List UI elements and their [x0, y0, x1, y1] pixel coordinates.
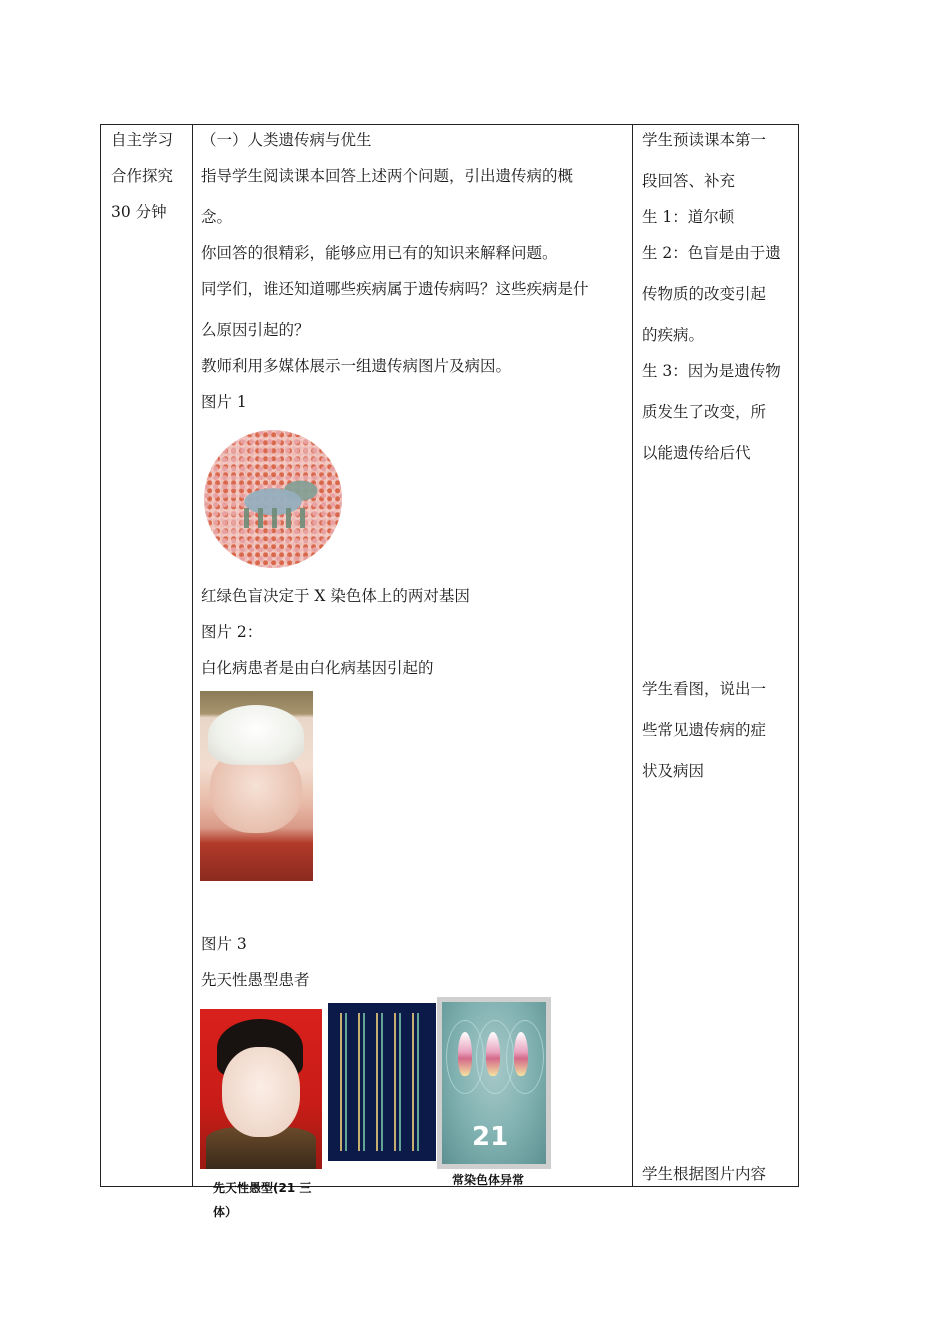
paragraph-line: 你回答的很精彩，能够应用已有的知识来解释问题。 [201, 244, 558, 262]
student-activity-line: 生 1：道尔顿 [642, 208, 735, 226]
picture-label: 图片 2： [201, 623, 263, 641]
karyotype-image [328, 1003, 436, 1161]
student-activity-line: 学生预读课本第一 [642, 131, 767, 149]
image-caption: 先天性愚型(21 三 [213, 1181, 312, 1195]
image-caption: 体） [213, 1205, 238, 1219]
column-divider [192, 125, 193, 1186]
student-activity-line: 传物质的改变引起 [642, 285, 767, 303]
student-activity-line: 学生看图，说出一 [642, 680, 767, 698]
student-activity-line: 以能遗传给后代 [642, 444, 751, 462]
image-caption: 常染色体异常 [452, 1173, 525, 1187]
paragraph-line: 指导学生阅读课本回答上述两个问题，引出遗传病的概 [201, 167, 574, 185]
time-label: 30 分钟 [111, 203, 167, 221]
picture-label: 图片 1 [201, 393, 247, 411]
lesson-table [100, 124, 799, 1187]
column-divider [632, 125, 633, 1186]
paragraph-line: 念。 [201, 208, 233, 226]
student-activity-line: 生 3：因为是遗传物 [642, 362, 781, 380]
down-syndrome-patient-photo [200, 1009, 322, 1169]
student-activity-line: 的疾病。 [642, 326, 705, 344]
student-activity-line: 些常见遗传病的症 [642, 721, 767, 739]
section-heading: （一）人类遗传病与优生 [201, 131, 372, 149]
student-activity-line: 状及病因 [642, 762, 705, 780]
albinism-patient-photo [200, 691, 313, 881]
picture-label: 图片 3 [201, 935, 247, 953]
picture-caption: 先天性愚型患者 [201, 971, 310, 989]
paragraph-line: 教师利用多媒体展示一组遗传病图片及病因。 [201, 357, 512, 375]
color-blindness-test-image [204, 430, 342, 568]
chromosome-number: 21 [472, 1122, 509, 1152]
student-activity-line: 质发生了改变，所 [642, 403, 767, 421]
student-activity-line: 段回答、补充 [642, 172, 736, 190]
paragraph-line: 同学们，谁还知道哪些疾病属于遗传病吗？这些疾病是什 [201, 280, 589, 298]
picture-caption: 红绿色盲决定于 X 染色体上的两对基因 [201, 587, 470, 605]
trisomy-21-image [437, 997, 551, 1169]
student-activity-line: 生 2：色盲是由于遗 [642, 244, 781, 262]
paragraph-line: 么原因引起的？ [201, 321, 310, 339]
student-activity-line: 学生根据图片内容 [642, 1165, 767, 1183]
picture-caption: 白化病患者是由白化病基因引起的 [201, 659, 434, 677]
stage-label: 合作探究 [111, 167, 174, 185]
stage-label: 自主学习 [111, 131, 174, 149]
